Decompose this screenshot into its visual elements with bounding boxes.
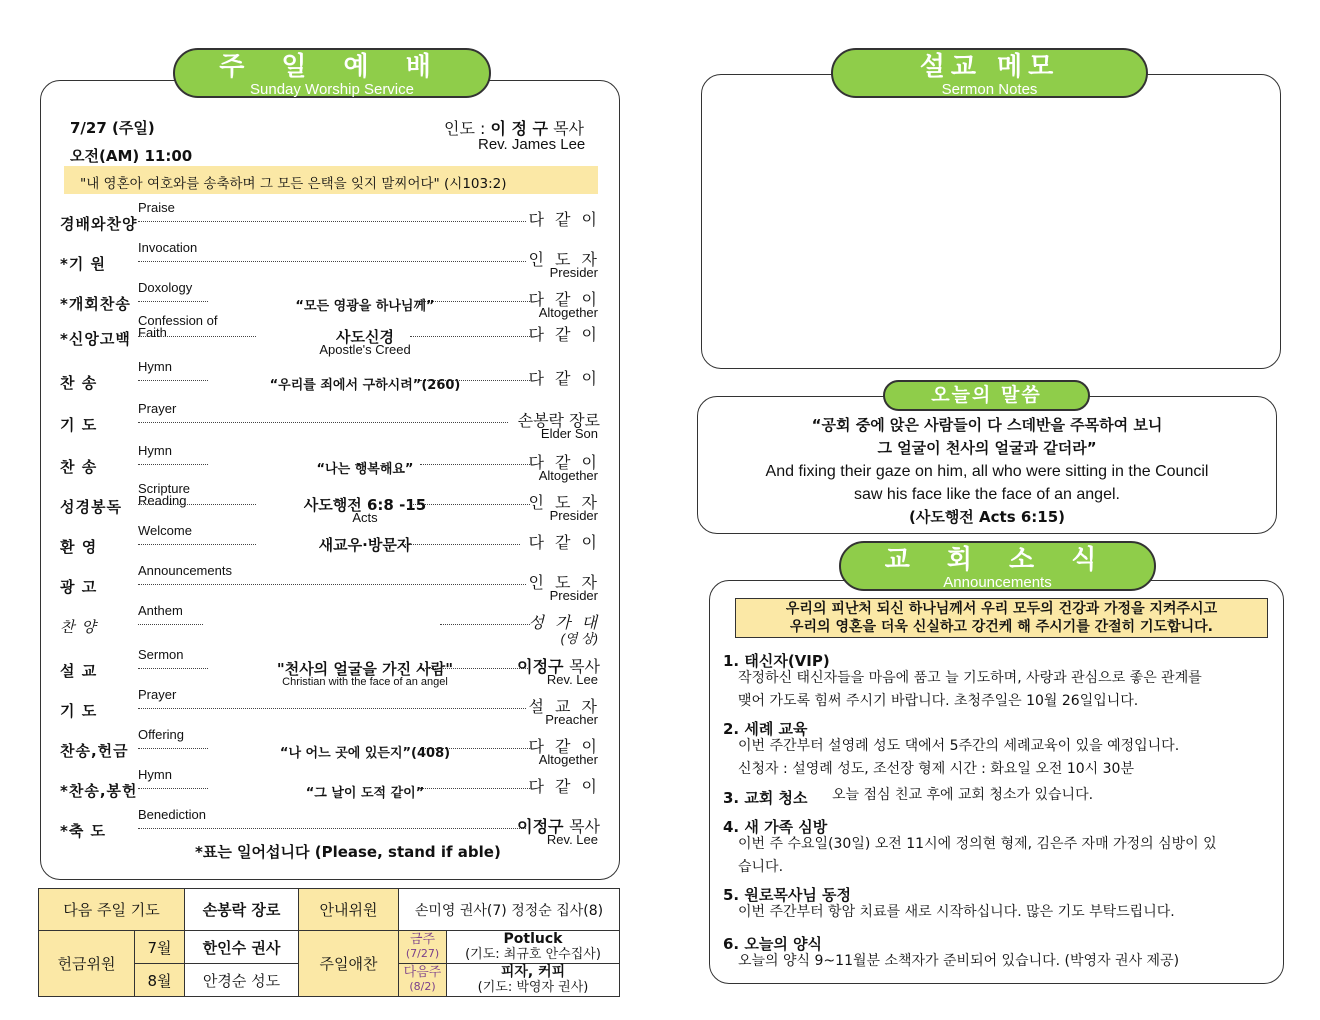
service-item-title-en: Apostle's Creed [319,342,411,357]
service-item-leader: 다 같 이 [528,737,600,756]
service-item-leader-en: Presider [549,265,598,280]
service-item-leader: 다 같 이 [528,777,600,796]
leader-dots [138,301,208,302]
service-item-en: Prayer [138,401,177,416]
service-item-leader: 인 도 자 [528,250,600,269]
service-item-leader-en: Altogether [538,752,598,767]
stand-footnote: *표는 일어섭니다 (Please, stand if able) [195,843,501,861]
service-item-title: 사도행전 6:8 -15 [303,496,427,514]
leader-role: 목사 [569,817,600,836]
service-item-leader: 손봉락 장로 [517,411,600,430]
todays-word-line1: “공회 중에 앉은 사람들이 다 스데반을 주목하여 보니 [811,416,1163,434]
meal-this-week-date: (7/27) [405,947,440,960]
announcement-body-line: 오늘의 양식 9~11월분 소책자가 준비되어 있습니다. (박영자 권사 제공) [738,953,1180,969]
leader-dots [138,380,208,381]
todays-word-line3: And fixing their gaze on him, all who were sitting in the Council [765,463,1209,480]
service-item-title: “나는 행복해요” [316,462,414,477]
service-item-ko: *신앙고백 [60,330,131,348]
service-item-leader-en: Presider [549,588,598,603]
service-time: 오전(AM) 11:00 [70,147,193,165]
service-item-leader-en: (영 상) [560,631,598,646]
service-item-title-en: Christian with the face of an angel [282,676,448,688]
service-item-title: “그 날이 도적 같이” [305,786,425,801]
info-table [38,888,620,997]
service-item-leader: 인 도 자 [528,573,600,592]
announcement-inline: 오늘 점심 친교 후에 교회 청소가 있습니다. [832,787,1094,803]
todays-word-line2: 그 얼굴이 천사의 얼굴과 같더라” [877,439,1097,457]
service-item-en: Hymn [138,443,172,458]
announcement-title: 5. 원로목사님 동정 [723,886,852,904]
service-item-title-en: Acts [352,510,378,525]
offering-july: 7월 [135,931,185,964]
service-item-ko: 찬송,헌금 [60,742,129,760]
meal-next-week-prayer: (기도: 박영자 권사) [477,980,589,995]
service-item-en: Doxology [138,280,193,295]
leader-name: 이 정 구 [490,119,548,138]
service-item-en: Hymn [138,359,172,374]
usher-names: 손미영 권사(7) 정정순 집사(8) [399,889,620,931]
announcement-body-line: 신청자 : 설영례 성도, 조선장 형제 시간 : 화요일 오전 10시 30분 [738,761,1134,777]
next-prayer-label: 다음 주일 기도 [39,889,185,931]
announcement-title: 6. 오늘의 양식 [723,935,823,953]
service-item-title: 사도신경 [336,328,394,346]
sermon-notes-title-en: Sermon Notes [941,81,1038,98]
service-item-leader: 다 같 이 [528,325,600,344]
service-item-ko: 광 고 [60,578,98,596]
service-item-en: Offering [138,727,185,742]
service-item-ko: 찬 양 [60,618,97,636]
offering-aug: 8월 [135,964,185,997]
leader-dots [138,668,208,669]
service-item-ko: 설 교 [60,662,98,680]
meal-this-week-label: 금주 [409,932,436,947]
meal-next-week-date: (8/2) [409,980,436,993]
worship-title-pill [173,48,491,98]
leader-en: Rev. James Lee [478,136,586,153]
service-item-ko: 기 도 [60,702,98,720]
usher-label: 안내위원 [299,889,399,931]
todays-word-title: 오늘의 말씀 [931,384,1042,406]
meal-next-week [399,964,447,997]
announcement-title: 3. 교회 청소 [723,789,808,807]
leader-label: 인도 : [444,119,486,138]
service-item-ko: 찬 송 [60,458,98,476]
todays-word-pill [883,380,1090,411]
service-item-en: Prayer [138,687,177,702]
service-item-leader: 설 교 자 [528,697,600,716]
leader-title: 목사 [553,119,585,138]
leader-dots [138,788,208,789]
service-item-leader: 다 같 이 [528,453,600,472]
offering-july-name: 한인수 권사 [185,931,299,964]
service-item-leader: 인 도 자 [528,493,600,512]
service-item-title: "천사의 얼굴을 가진 사람" [276,660,454,678]
service-item-leader-en: Altogether [538,468,598,483]
service-item-en: Sermon [138,647,184,662]
announcement-body-line: 작정하신 태신자들을 마음에 품고 늘 기도하며, 사랑과 관심으로 좋은 관계를 [738,670,1202,686]
meal-this-week-detail [447,931,620,964]
service-item-leader: 다 같 이 [528,290,600,309]
leader-person: 이정구 [517,657,570,676]
service-item-leader-en: Elder Son [540,426,598,441]
service-item-leader: 성 가 대 [528,613,600,632]
verse-text: "내 영혼아 여호와를 송축하며 그 모든 은택을 잊지 말찌어다" (시103:2) [80,176,507,192]
sermon-notes-title-ko: 설교 메모 [919,52,1060,82]
meal-this-week-food: Potluck [503,931,563,947]
announcement-body-line: 이번 주간부터 항암 치료를 새로 시작하십니다. 많은 기도 부탁드립니다. [738,904,1175,920]
service-item-ko: 경배와찬양 [60,215,138,233]
prayer-banner-line1: 우리의 피난처 되신 하나님께서 우리 모두의 건강과 가정을 지켜주시고 [785,601,1218,617]
announcement-body-line: 습니다. [738,859,784,875]
service-item-title: “나 어느 곳에 있든지”(408) [279,746,451,761]
prayer-banner-text [735,600,1268,636]
service-item-en: Invocation [138,240,198,255]
service-item-ko: *찬송,봉헌 [60,782,138,800]
service-item-leader: 다 같 이 [528,210,600,229]
worship-title-en: Sunday Worship Service [250,81,414,98]
todays-word-line4: saw his face like the face of an angel. [854,486,1120,503]
leader-dots [138,748,208,749]
service-item-en: Hymn [138,767,172,782]
service-item-title: 새교우·방문자 [318,536,412,554]
service-item-ko: 성경봉독 [60,498,122,516]
sermon-notes-panel [701,74,1281,369]
announcement-title: 2. 세례 교육 [723,720,808,738]
todays-word-text [700,414,1274,529]
sermon-notes-pill [831,48,1148,98]
announcements-pill [839,541,1156,591]
meal-next-week-food: 피자, 커피 [500,964,566,980]
service-item-ko: 찬 송 [60,374,98,392]
todays-word-ref: (사도행전 Acts 6:15) [908,508,1066,526]
service-date: 7/27 (주일) [70,119,155,137]
meal-next-week-label: 다음주 [403,965,442,980]
service-item-ko: *기 원 [60,255,107,273]
announcement-title: 4. 새 가족 심방 [723,818,828,836]
service-item-leader-en: Preacher [545,712,598,727]
announcement-body-line: 이번 주간부터 설영례 성도 댁에서 5주간의 세례교육이 있을 예정입니다. [738,738,1180,754]
announcement-body-line: 맺어 가도록 힘써 주시기 바랍니다. 초청주일은 10월 26일입니다. [738,693,1139,709]
service-item-leader: 다 같 이 [528,533,600,552]
service-item-leader-en: Presider [549,508,598,523]
service-item-ko: *축 도 [60,822,107,840]
leader-dots [138,464,208,465]
worship-title-ko: 주 일 예 배 [219,52,445,82]
announcements-title-en: Announcements [943,574,1052,591]
service-item-en: Benediction [138,807,206,822]
service-item-ko: 기 도 [60,416,98,434]
service-item-title: “우리를 죄에서 구하시려”(260) [269,378,461,393]
leader-person: 이정구 [517,817,570,836]
meal-this-week-prayer: (기도: 최규호 안수집사) [465,947,601,962]
offering-label: 헌금위원 [39,931,135,997]
service-item-en: Anthem [138,603,183,618]
service-item-title: “모든 영광을 하나님께” [295,299,435,314]
service-item-leader-en: Altogether [538,305,598,320]
service-item-en: Announcements [138,563,232,578]
announcement-title: 1. 태신자(VIP) [723,652,830,670]
service-item-ko: *개회찬송 [60,295,131,313]
leader-role: 목사 [569,657,600,676]
service-item-en: Scripture Reading [138,481,191,508]
service-item-en: Welcome [138,523,192,538]
service-item-en: Confession of Faith [138,313,218,340]
prayer-banner-line2: 우리의 영혼을 더욱 신실하고 강건케 해 주시기를 간절히 기도합니다. [790,619,1213,635]
announcement-body-line: 이번 주 수요일(30일) 오전 11시에 정의현 형제, 김은주 자매 가정의 심방이 있 [738,836,1217,852]
meal-this-week [399,931,447,964]
service-item-ko: 환 영 [60,538,98,556]
announcements-title-ko: 교 회 소 식 [884,545,1111,575]
service-item-leader: 다 같 이 [528,369,600,388]
next-prayer-name: 손봉락 장로 [185,889,299,931]
leader-dots [138,624,203,625]
meal-next-week-detail [447,964,620,997]
service-item-en: Praise [138,200,175,215]
service-item-leader-en: Rev. Lee [546,832,598,847]
offering-aug-name: 안경순 성도 [185,964,299,997]
service-item-leader-en: Rev. Lee [546,672,598,687]
meal-label: 주일애찬 [299,931,399,997]
